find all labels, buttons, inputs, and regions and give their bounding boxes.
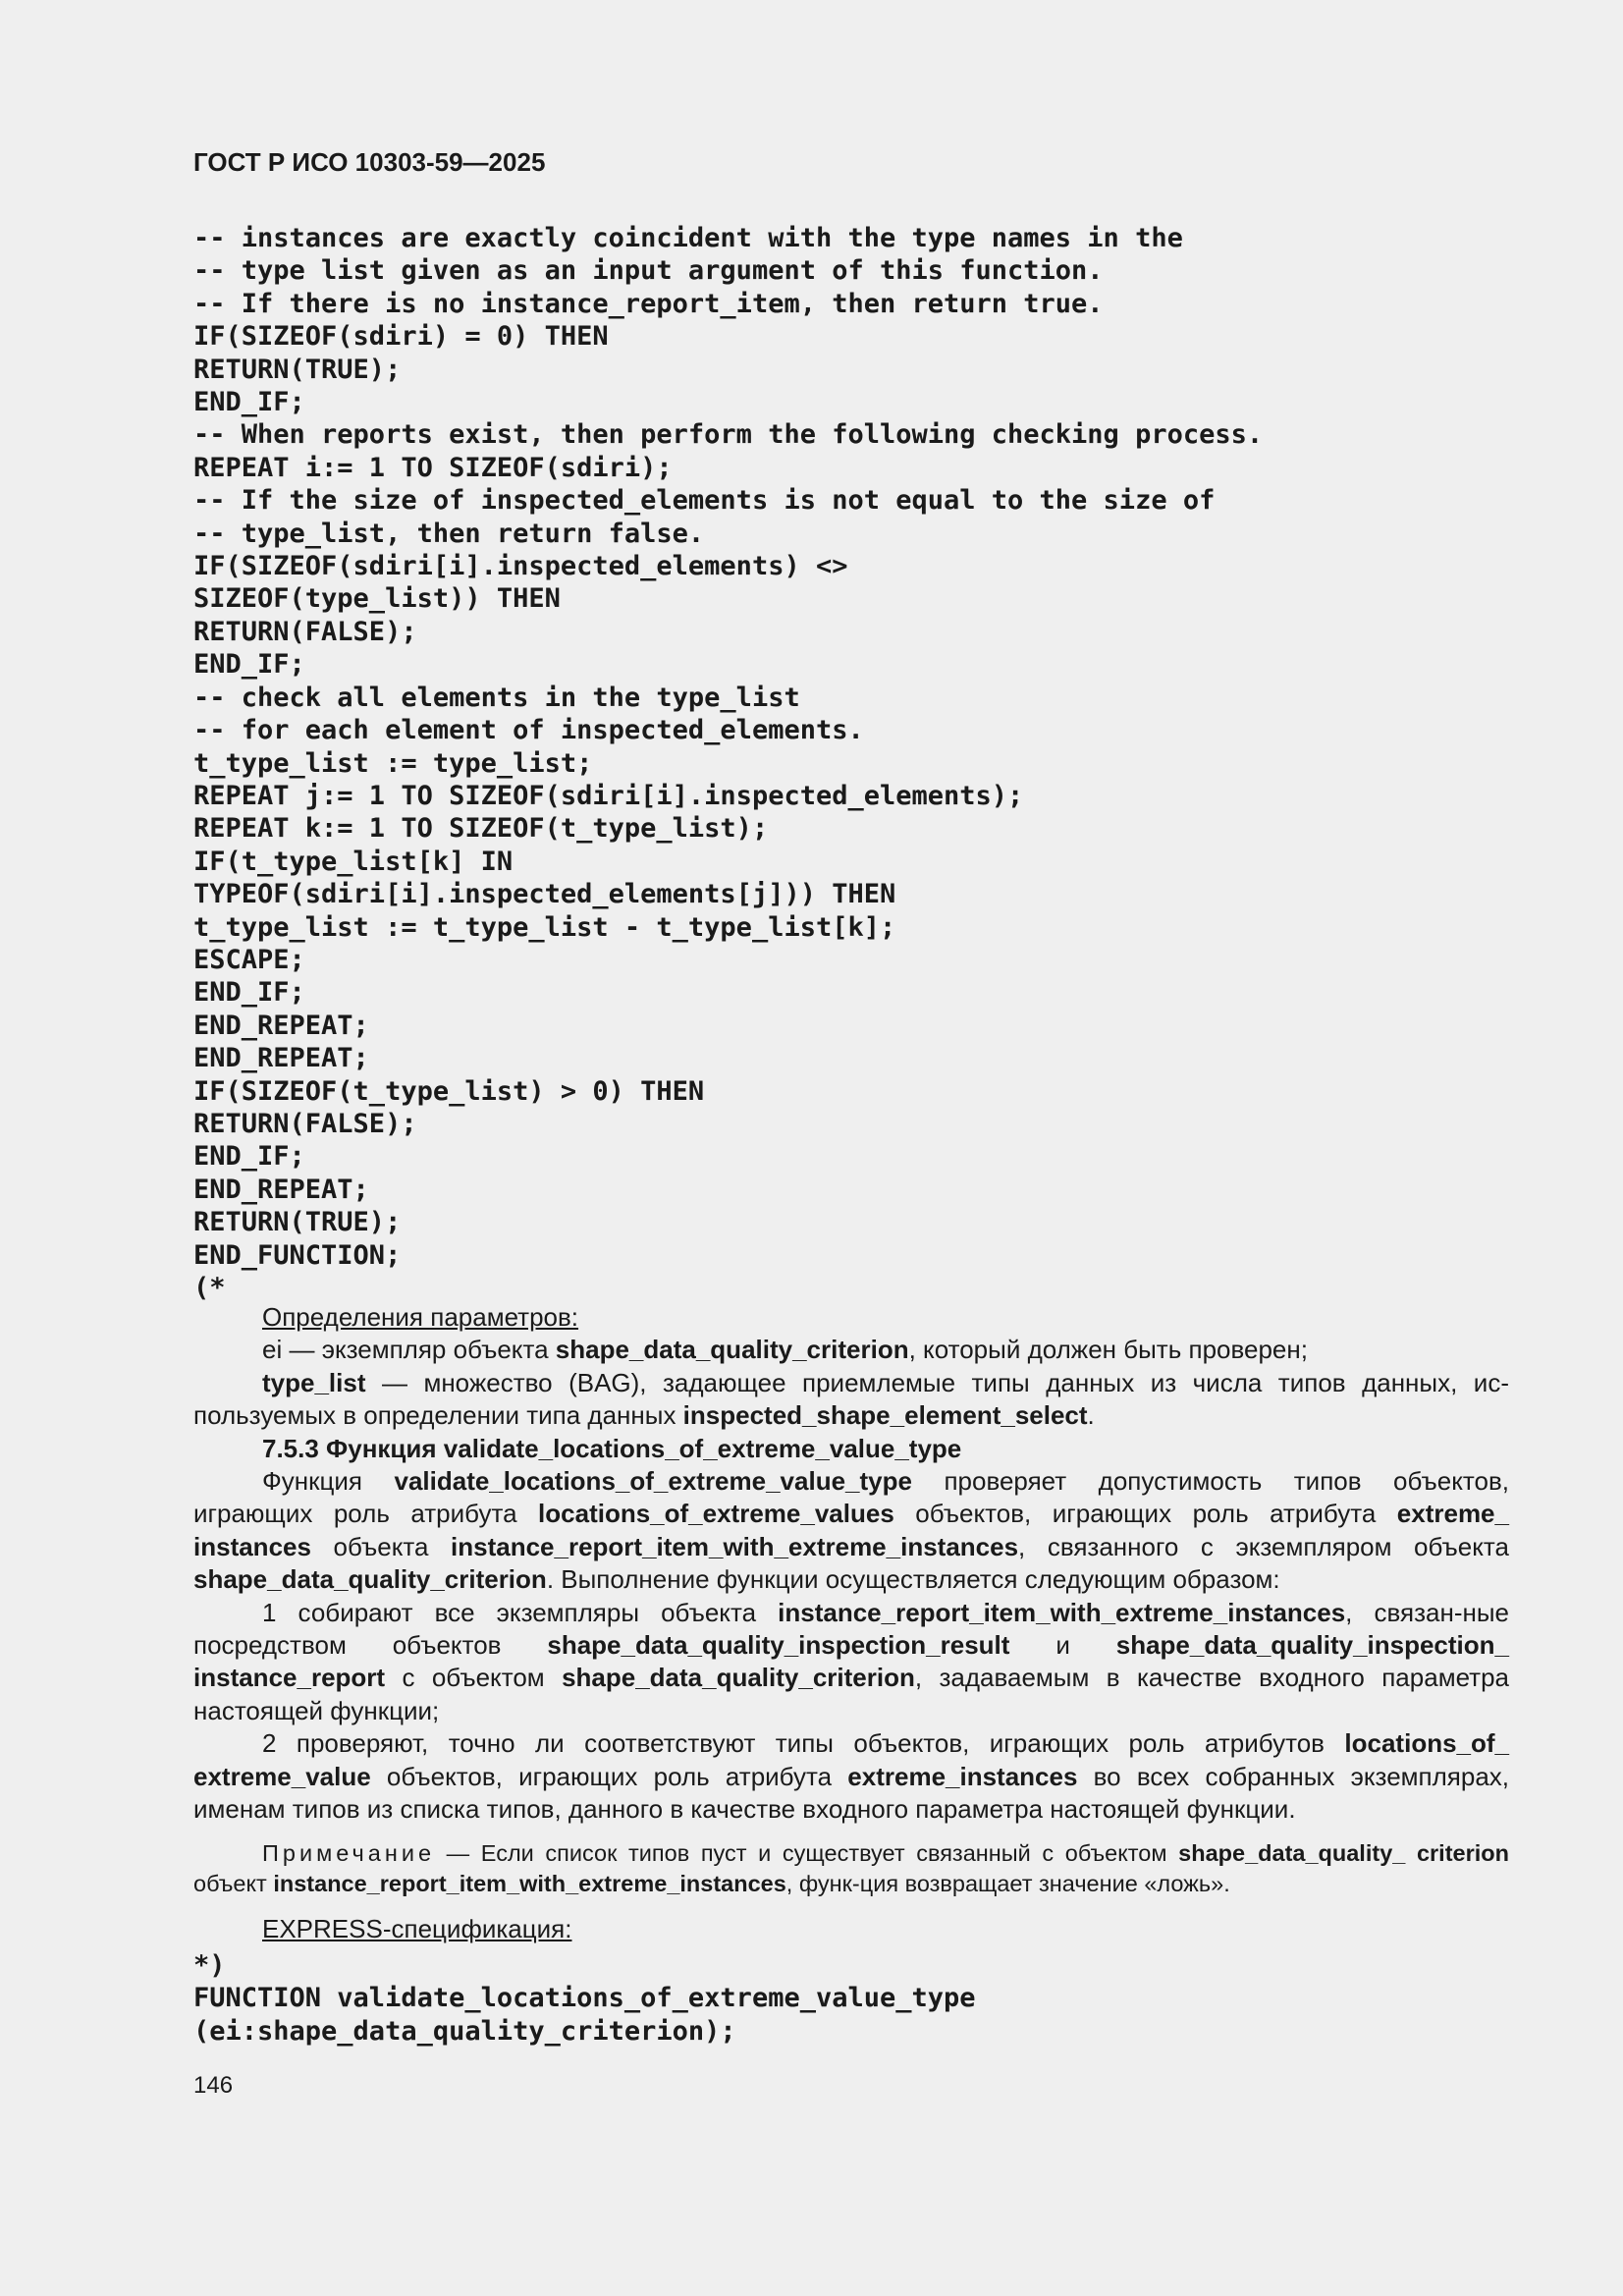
step-2: 2 проверяют, точно ли соответствуют типы объектов, играющих роль атрибутов locations_of_ extreme_value объектов, играющих роль атрибута extreme_instances во всех собранных экземплярах, именам типов из списка типов, данного в качестве входного параметра настоящей функции. — [193, 1728, 1509, 1825]
params-heading: Определения параметров: — [262, 1302, 579, 1332]
section-title: 7.5.3 Функция validate_locations_of_extreme_value_type — [262, 1433, 962, 1463]
body-text — [193, 1301, 1509, 1945]
section-paragraph: Функция validate_locations_of_extreme_value_type проверяет допустимость типов объектов, играющих роль атрибута locations_of_extreme_values объектов, играющих роль атрибута extreme_ instances объекта instance_report_item_with_extreme_instances, связанного с экземпляром объекта shape_data_quality_criterion. Выполнение функции осуществляется следующим образом: — [193, 1466, 1510, 1595]
document-header: ГОСТ Р ИСО 10303-59—2025 — [193, 147, 546, 177]
note-label: Примечание — [262, 1839, 436, 1866]
param-ei: ei — экземпляр объекта shape_data_quality_criterion, который должен быть проверен; — [262, 1335, 1308, 1365]
param-type-list: type_list — множество (BAG), задающее приемлемые типы данных из числа типов данных, ис-пользуемых в определении типа данных inspected_shape_element_select. — [193, 1367, 1509, 1431]
express-spec-heading: EXPRESS-спецификация: — [262, 1913, 572, 1943]
express-code-block: -- instances are exactly coincident with the type names in the -- type list given as an input argument of this function. -- If there is no instance_report_item, then return true. IF(SIZEOF(sdiri) = 0) THEN RETURN(TRUE); END_IF; -- When reports exist, then perform the following checking process. REPEAT i:= 1 TO SIZEOF(sdiri); -- If the size of inspected_elements is not equal to the size of -- type_list, then return false. IF(SIZEOF(sdiri[i].inspected_elements) <> SIZEOF(type_list)) THEN RETURN(FALSE); END_IF; -- check all elements in the type_list -- for each element of inspected_elements. t_type_list := type_list; REPEAT j:= 1 TO SIZEOF(sdiri[i].inspected_elements); REPEAT k:= 1 TO SIZEOF(t_type_list); IF(t_type_list[k] IN TYPEOF(sdiri[i].inspected_elements[j])) THEN t_type_list := t_type_list - t_type_list[k]; ESCAPE; END_IF; END_REPEAT; END_REPEAT; IF(SIZEOF(t_type_list) > 0) THEN RETURN(FALSE); END_IF; END_REPEAT; RETURN(TRUE); END_FUNCTION; (* — [193, 223, 1264, 1303]
step-1: 1 собирают все экземпляры объекта instance_report_item_with_extreme_instances, связан-ные посредством объектов shape_data_quality_inspection_result и shape_data_quality_inspection_ instance_report с объектом shape_data_quality_criterion, задаваемым в качестве входного параметра настоящей функции; — [193, 1597, 1509, 1725]
page-number: 146 — [193, 2072, 234, 2099]
note: Примечание — Если список типов пуст и существует связанный с объектом shape_data_quality_ criterion объект instance_report_item_with_extreme_instances, функ-ция возвращает значение «ложь». — [193, 1839, 1509, 1896]
express-code-block-2: *) FUNCTION validate_locations_of_extreme_value_type (ei:shape_data_quality_criterion); — [193, 1950, 976, 2047]
